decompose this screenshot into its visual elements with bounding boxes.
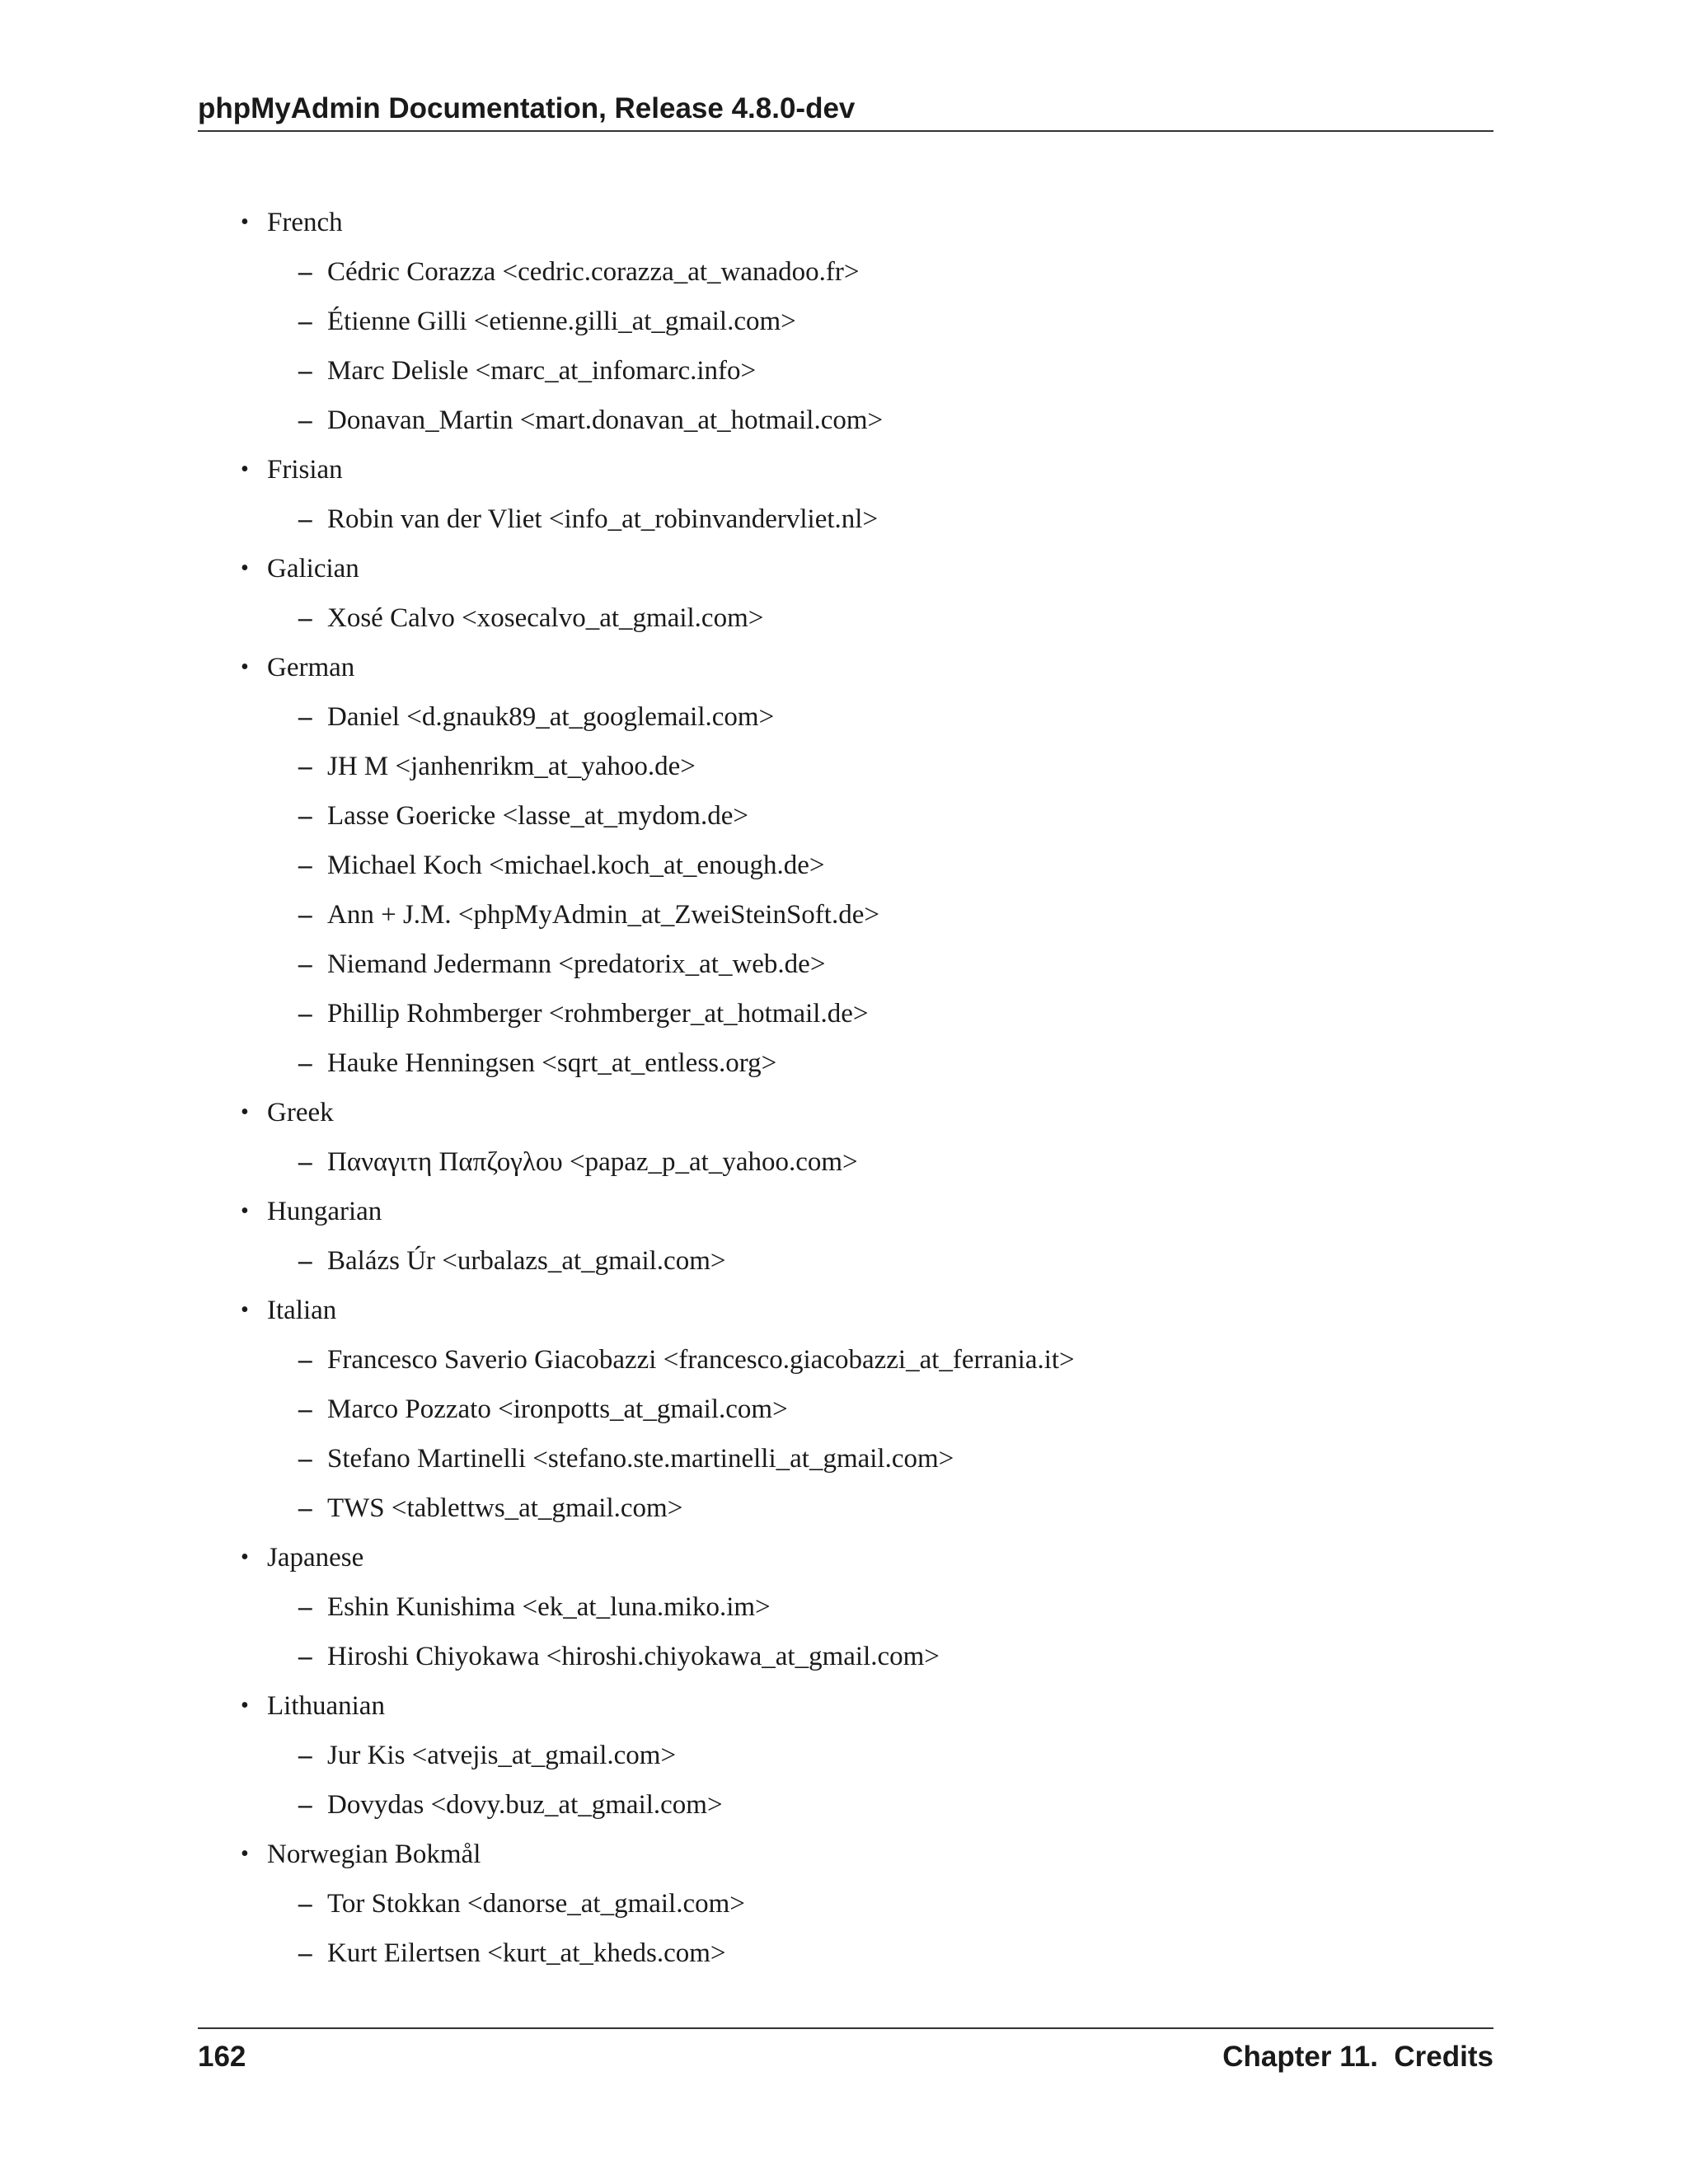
bullet-icon: • xyxy=(241,1297,249,1323)
contributor-text: Marco Pozzato <ironpotts_at_gmail.com> xyxy=(327,1394,788,1424)
contributor-list xyxy=(267,247,1493,445)
dash-icon: – xyxy=(298,1394,312,1424)
dash-icon: – xyxy=(298,405,312,435)
contributor-item xyxy=(267,593,1493,643)
bullet-icon: • xyxy=(241,555,249,581)
dash-icon: – xyxy=(298,851,312,880)
contributor-text: Balázs Úr <urbalazs_at_gmail.com> xyxy=(327,1246,726,1276)
language-list xyxy=(198,198,1493,1978)
bullet-icon: • xyxy=(241,1841,249,1867)
language-item xyxy=(198,1088,1493,1187)
language-item xyxy=(198,643,1493,1088)
document-title: phpMyAdmin Documentation, Release 4.8.0-dev xyxy=(198,92,856,124)
contributor-text: Παναγιτη Παπζογλου <papaz_p_at_yahoo.com> xyxy=(327,1147,858,1177)
dash-icon: – xyxy=(298,1790,312,1820)
contributor-item xyxy=(267,1335,1493,1385)
bullet-icon: • xyxy=(241,1693,249,1718)
language-name: German xyxy=(267,653,355,682)
page-header xyxy=(198,89,1493,132)
contributor-item xyxy=(267,1385,1493,1434)
contributor-list xyxy=(267,1879,1493,1978)
contributor-text: Hauke Henningsen <sqrt_at_entless.org> xyxy=(327,1048,777,1078)
contributor-list xyxy=(267,494,1493,544)
dash-icon: – xyxy=(298,1642,312,1671)
contributor-text: Kurt Eilertsen <kurt_at_kheds.com> xyxy=(327,1938,726,1968)
contributor-text: Eshin Kunishima <ek_at_luna.miko.im> xyxy=(327,1592,771,1622)
contributor-item xyxy=(267,841,1493,890)
contributor-text: Marc Delisle <marc_at_infomarc.info> xyxy=(327,356,757,386)
contributor-item xyxy=(267,1434,1493,1483)
page-number: 162 xyxy=(198,2041,246,2073)
contributor-text: Cédric Corazza <cedric.corazza_at_wanadoo.fr> xyxy=(327,257,860,287)
language-name: Lithuanian xyxy=(267,1691,385,1721)
contributor-text: Stefano Martinelli <stefano.ste.martinelli_at_gmail.com> xyxy=(327,1444,954,1474)
contributor-list xyxy=(267,1582,1493,1681)
contributor-item xyxy=(267,742,1493,791)
contributor-item xyxy=(267,1879,1493,1929)
contributor-list xyxy=(267,1335,1493,1533)
language-name: French xyxy=(267,208,343,237)
contributor-item xyxy=(267,297,1493,346)
bullet-icon: • xyxy=(241,1099,249,1125)
dash-icon: – xyxy=(298,1246,312,1276)
dash-icon: – xyxy=(298,1592,312,1622)
dash-icon: – xyxy=(298,949,312,979)
language-item xyxy=(198,1187,1493,1286)
language-item xyxy=(198,544,1493,643)
dash-icon: – xyxy=(298,1444,312,1474)
contributor-list xyxy=(267,692,1493,1088)
bullet-icon: • xyxy=(241,1198,249,1224)
language-item xyxy=(198,445,1493,544)
contributor-item xyxy=(267,1236,1493,1286)
dash-icon: – xyxy=(298,752,312,781)
dash-icon: – xyxy=(298,702,312,732)
language-name: Japanese xyxy=(267,1543,364,1572)
language-item xyxy=(198,1286,1493,1533)
credits-content xyxy=(198,198,1493,1978)
contributor-text: Robin van der Vliet <info_at_robinvandervliet.nl> xyxy=(327,504,879,534)
contributor-item xyxy=(267,396,1493,445)
contributor-item xyxy=(267,1929,1493,1978)
language-item xyxy=(198,1681,1493,1830)
contributor-text: JH M <janhenrikm_at_yahoo.de> xyxy=(327,752,696,781)
dash-icon: – xyxy=(298,1741,312,1770)
contributor-item xyxy=(267,1483,1493,1533)
contributor-item xyxy=(267,940,1493,989)
contributor-item xyxy=(267,1038,1493,1088)
contributor-text: Donavan_Martin <mart.donavan_at_hotmail.com> xyxy=(327,405,884,435)
dash-icon: – xyxy=(298,900,312,930)
language-item xyxy=(198,1830,1493,1978)
language-name: Norwegian Bokmål xyxy=(267,1840,481,1869)
contributor-list xyxy=(267,1137,1493,1187)
contributor-text: Phillip Rohmberger <rohmberger_at_hotmail.de> xyxy=(327,999,869,1029)
contributor-item xyxy=(267,1731,1493,1780)
language-name: Hungarian xyxy=(267,1197,382,1226)
contributor-item xyxy=(267,1137,1493,1187)
language-item xyxy=(198,198,1493,445)
contributor-text: Dovydas <dovy.buz_at_gmail.com> xyxy=(327,1790,723,1820)
contributor-item xyxy=(267,494,1493,544)
contributor-text: Tor Stokkan <danorse_at_gmail.com> xyxy=(327,1889,745,1919)
contributor-item xyxy=(267,346,1493,396)
contributor-item xyxy=(267,1632,1493,1681)
contributor-text: Xosé Calvo <xosecalvo_at_gmail.com> xyxy=(327,603,764,633)
language-name: Italian xyxy=(267,1296,337,1325)
dash-icon: – xyxy=(298,504,312,534)
contributor-text: TWS <tablettws_at_gmail.com> xyxy=(327,1493,683,1523)
dash-icon: – xyxy=(298,1147,312,1177)
contributor-item xyxy=(267,989,1493,1038)
contributor-text: Michael Koch <michael.koch_at_enough.de> xyxy=(327,851,825,880)
dash-icon: – xyxy=(298,1048,312,1078)
bullet-icon: • xyxy=(241,457,249,482)
bullet-icon: • xyxy=(241,654,249,680)
contributor-text: Lasse Goericke <lasse_at_mydom.de> xyxy=(327,801,748,831)
language-name: Frisian xyxy=(267,455,343,485)
contributor-text: Niemand Jedermann <predatorix_at_web.de> xyxy=(327,949,826,979)
contributor-list xyxy=(267,1236,1493,1286)
chapter-label: Chapter 11. Credits xyxy=(1222,2041,1493,2073)
dash-icon: – xyxy=(298,1938,312,1968)
dash-icon: – xyxy=(298,1493,312,1523)
contributor-list xyxy=(267,593,1493,643)
dash-icon: – xyxy=(298,257,312,287)
contributor-text: Étienne Gilli <etienne.gilli_at_gmail.com> xyxy=(327,307,796,336)
dash-icon: – xyxy=(298,356,312,386)
contributor-text: Daniel <d.gnauk89_at_googlemail.com> xyxy=(327,702,775,732)
dash-icon: – xyxy=(298,801,312,831)
contributor-item xyxy=(267,1780,1493,1830)
bullet-icon: • xyxy=(241,209,249,235)
contributor-text: Hiroshi Chiyokawa <hiroshi.chiyokawa_at_gmail.com> xyxy=(327,1642,940,1671)
contributor-text: Francesco Saverio Giacobazzi <francesco.giacobazzi_at_ferrania.it> xyxy=(327,1345,1075,1375)
contributor-item xyxy=(267,247,1493,297)
language-name: Galician xyxy=(267,554,359,583)
contributor-item xyxy=(267,791,1493,841)
dash-icon: – xyxy=(298,307,312,336)
dash-icon: – xyxy=(298,1889,312,1919)
language-item xyxy=(198,1533,1493,1681)
language-name: Greek xyxy=(267,1098,334,1127)
page-footer xyxy=(198,2027,1493,2073)
dash-icon: – xyxy=(298,1345,312,1375)
contributor-item xyxy=(267,692,1493,742)
contributor-item xyxy=(267,890,1493,940)
bullet-icon: • xyxy=(241,1544,249,1570)
dash-icon: – xyxy=(298,999,312,1029)
contributor-list xyxy=(267,1731,1493,1830)
contributor-text: Jur Kis <atvejis_at_gmail.com> xyxy=(327,1741,677,1770)
contributor-item xyxy=(267,1582,1493,1632)
dash-icon: – xyxy=(298,603,312,633)
contributor-text: Ann + J.M. <phpMyAdmin_at_ZweiSteinSoft.de> xyxy=(327,900,879,930)
